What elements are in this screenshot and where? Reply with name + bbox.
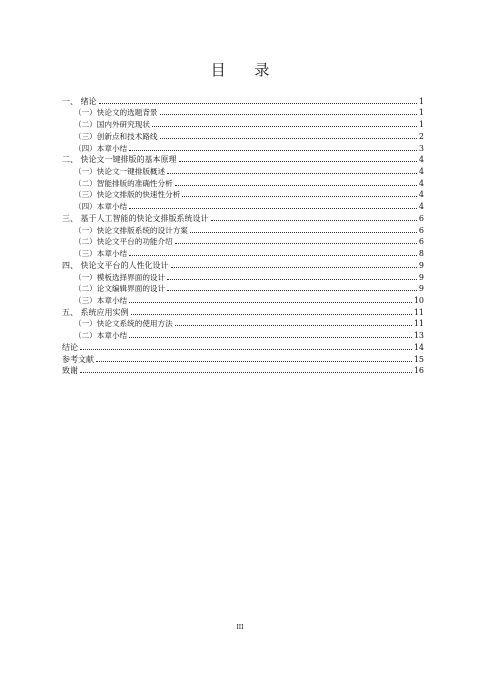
toc-entry-label: （三）本章小结 [74,249,128,259]
toc-entry-label: 致谢 [62,366,78,376]
toc-entry-label: （一）模板选择界面的设计 [74,272,166,282]
toc-entry[interactable] [62,189,424,201]
toc-entry-page-number: 15 [413,354,424,364]
dot-leader [175,185,417,186]
dot-leader [211,220,417,221]
dot-leader [167,290,417,291]
toc-entry-label: （四）本章小结 [74,202,128,212]
dot-leader [80,372,412,373]
dot-leader [152,126,417,127]
dot-leader [175,325,412,326]
toc-entry-label: （二）论文编辑界面的设计 [74,284,166,294]
dot-leader [160,138,417,139]
dot-leader [167,173,417,174]
dot-leader [179,161,417,162]
toc-entry[interactable] [62,130,424,142]
toc-entry-label: （二）快论文平台的功能介绍 [74,237,173,247]
dot-leader [129,255,417,256]
toc-entry[interactable] [62,154,424,166]
toc-entry[interactable] [62,224,424,236]
toc-entry-page-number: 10 [413,295,424,305]
dot-leader [96,361,412,362]
page-title: 目 录 [210,61,282,79]
toc-entry[interactable] [62,365,424,377]
toc-entry-label: 结论 [62,342,78,352]
toc-entry-label: （三）创新点和技术路线 [74,131,158,141]
dot-leader [129,302,412,303]
toc-entry-label: （二）国内外研究现状 [74,120,150,130]
dot-leader [171,267,417,268]
dot-leader [160,114,417,115]
dot-leader [190,232,417,233]
toc-entry-page-number: 1 [418,120,424,130]
toc-entry-label: （一）快论文系统的使用方法 [74,319,173,329]
toc-entry-page-number: 4 [418,178,424,188]
dot-leader [182,196,417,197]
toc-entry-page-number: 13 [413,331,424,341]
toc-entry-label: （三）本章小结 [74,295,128,305]
toc-entry[interactable] [62,318,424,330]
toc-entry[interactable] [62,118,424,130]
toc-entry-page-number: 8 [418,249,424,259]
toc-entry-page-number: 4 [418,167,424,177]
toc-entry-page-number: 16 [413,366,424,376]
toc-entry[interactable] [62,247,424,259]
dot-leader [129,150,417,151]
toc-entry[interactable] [62,259,424,271]
toc-entry-page-number: 3 [418,143,424,153]
toc-entry[interactable] [62,306,424,318]
toc-entry-label: 四、 快论文平台的人性化设计 [62,260,169,270]
toc-entry[interactable] [62,353,424,365]
toc-entry-label: 二、 快论文一键排版的基本原理 [62,155,177,165]
table-of-contents [62,95,424,376]
toc-entry[interactable] [62,142,424,154]
toc-entry-page-number: 6 [418,213,424,223]
toc-entry[interactable] [62,177,424,189]
toc-entry-page-number: 9 [418,284,424,294]
toc-entry[interactable] [62,200,424,212]
toc-entry[interactable] [62,294,424,306]
dot-leader [167,279,417,280]
toc-entry-label: 五、 系统应用实例 [62,307,129,317]
toc-entry-label: （一）快论文排版系统的设计方案 [74,225,188,235]
toc-entry-page-number: 2 [418,131,424,141]
toc-entry-label: （二）智能排版的准确性分析 [74,178,173,188]
toc-entry-page-number: 4 [418,190,424,200]
toc-entry-label: （三）快论文排版的快速性分析 [74,190,181,200]
toc-entry-page-number: 1 [418,108,424,118]
dot-leader [129,337,412,338]
toc-entry-page-number: 9 [418,272,424,282]
toc-entry-page-number: 9 [418,260,424,270]
toc-entry-page-number: 4 [418,155,424,165]
toc-entry-page-number: 11 [413,307,424,317]
toc-entry[interactable] [62,283,424,295]
dot-leader [129,208,417,209]
toc-entry-page-number: 1 [418,96,424,106]
toc-entry-page-number: 4 [418,202,424,212]
toc-entry[interactable] [62,107,424,119]
toc-entry-label: 一、 绪论 [62,96,97,106]
dot-leader [131,314,412,315]
toc-entry-label: （四）本章小结 [74,143,128,153]
toc-entry-label: （二）本章小结 [74,331,128,341]
toc-entry[interactable] [62,271,424,283]
toc-entry-label: （一）快论文一键排版概述 [74,167,166,177]
toc-entry[interactable] [62,329,424,341]
toc-entry-page-number: 6 [418,237,424,247]
page-number-footer: III [236,624,244,631]
toc-entry-page-number: 6 [418,225,424,235]
toc-entry[interactable] [62,236,424,248]
dot-leader [175,243,417,244]
toc-entry-label: 三、 基于人工智能的快论文排版系统设计 [62,213,209,223]
toc-entry-label: （一）快论文的选题背景 [74,108,158,118]
toc-entry[interactable] [62,341,424,353]
dot-leader [99,103,417,104]
dot-leader [80,349,412,350]
toc-entry[interactable] [62,165,424,177]
toc-entry-page-number: 11 [413,319,424,329]
toc-entry-label: 参考文献 [62,354,94,364]
toc-entry[interactable] [62,212,424,224]
toc-entry-page-number: 14 [413,342,424,352]
toc-entry[interactable] [62,95,424,107]
